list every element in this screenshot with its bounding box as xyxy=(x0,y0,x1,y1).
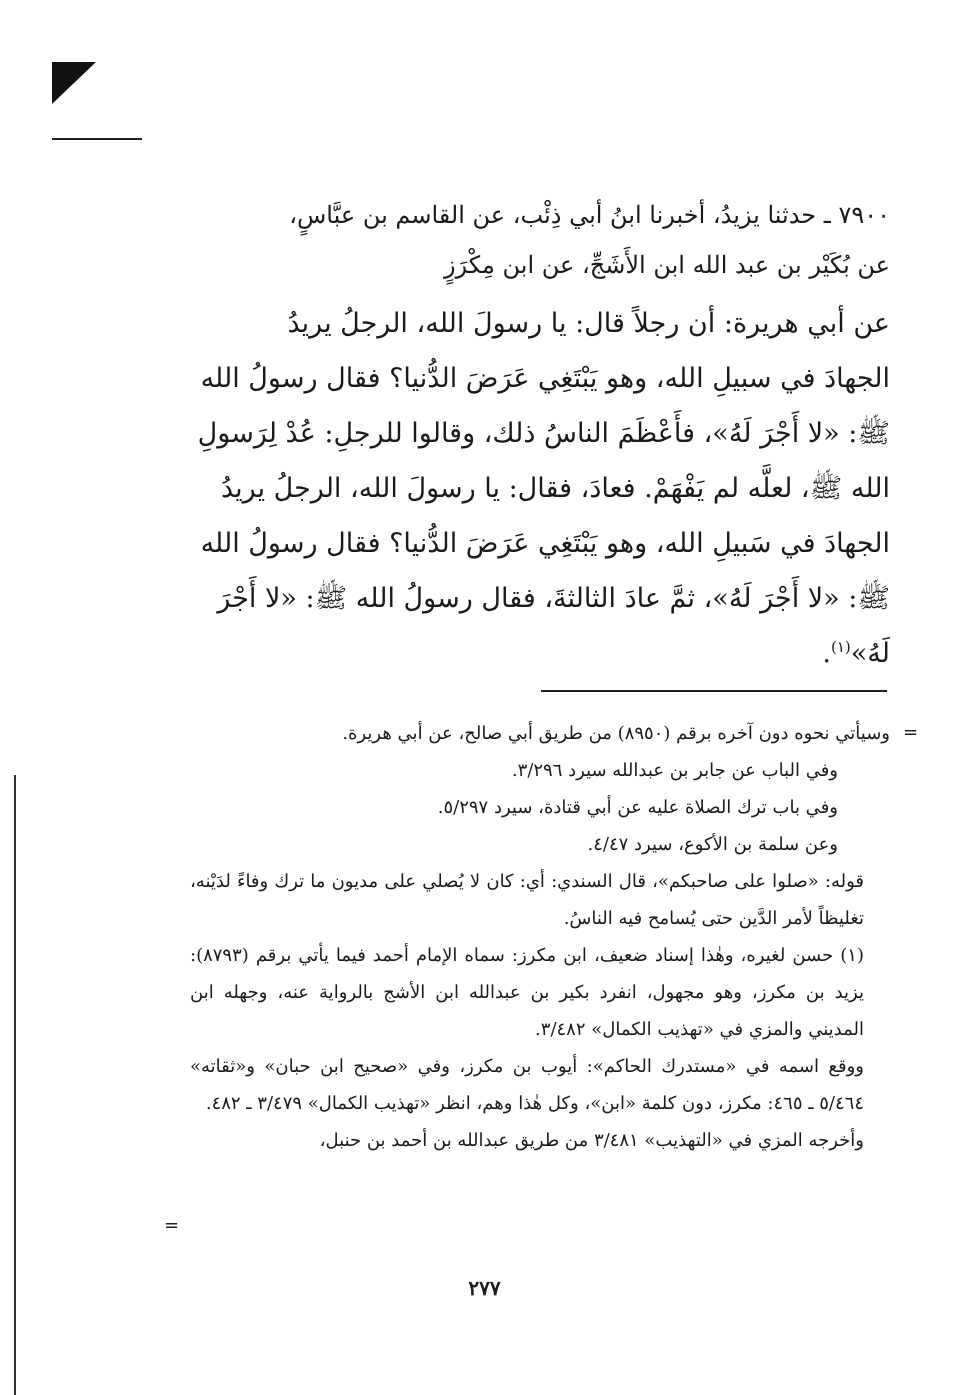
footnote-reference: (١) xyxy=(830,638,851,656)
footnote-separator xyxy=(541,690,887,692)
footnote-paragraph: وسيأتي نحوه دون آخره برقم (٨٩٥٠) من طريق أبي صالح، عن أبي هريرة. xyxy=(342,723,890,744)
final-punctuation: . xyxy=(822,638,831,669)
top-rule xyxy=(52,138,142,140)
footnote-1: (١) حسن لغيره، وهٰذا إسناد ضعيف، ابن مكرز: سماه الإمام أحمد فيما يأتي برقم (٨٧٩٣): يزيد بن مكرز، وهو مجهول، انفرد بكير بن عبدالله ابن الأشج بالرواية عنه، وجهله ابن المديني والمزي في «تهذيب الكمال» ٣/٤٨٢. xyxy=(190,945,864,1040)
matn-line: عن أبي هريرة: أن رجلاً قال: يا رسولَ الله، الرجلُ يريدُ xyxy=(287,308,890,339)
matn-line-end: لَهُ» xyxy=(850,638,890,669)
continued-from-previous-mark: = xyxy=(903,722,919,743)
corner-triangle-mark xyxy=(52,62,96,104)
page-number: ٢٧٧ xyxy=(468,1276,501,1300)
continues-next-page-mark: = xyxy=(164,1215,180,1236)
matn-line: ﷺ: «لا أَجْرَ لَهُ»، ثمَّ عادَ الثالثةَ، فقال رسولُ الله ﷺ: «لا أَجْرَ xyxy=(217,583,890,614)
isnad-line: ٧٩٠٠ ـ حدثنا يزيدُ، أخبرنا ابنُ أبي ذِئْب، عن القاسم بن عبَّاسٍ، xyxy=(289,201,890,229)
matn-line: الله ﷺ، لعلَّه لم يَفْهَمْ. فعادَ، فقال: يا رسولَ الله، الرجلُ يريدُ xyxy=(220,473,890,504)
footnote-paragraph: ووقع اسمه في «مستدرك الحاكم»: أيوب بن مكرز، وفي «صحيح ابن حبان» و«ثقاته» ٥/٤٦٤ ـ ٤٦٥: مكرز، دون كلمة «ابن»، وكل هٰذا وهم، انظر «تهذيب الكمال» ٣/٤٧٩ ـ ٤٨٢. xyxy=(190,1056,864,1114)
hadith-matn xyxy=(190,296,890,681)
matn-line: ﷺ: «لا أَجْرَ لَهُ»، فأَعْظَمَ الناسُ ذلك، وقالوا للرجلِ: عُدْ لِرَسولِ xyxy=(197,418,890,449)
footnote-paragraph: وأخرجه المزي في «التهذيب» ٣/٤٨١ من طريق عبدالله بن أحمد بن حنبل، xyxy=(319,1130,864,1151)
matn-line: الجهادَ في سَبيلِ الله، وهو يَبْتَغِي عَرَضَ الدُّنيا؟ فقال رسولُ الله xyxy=(200,528,890,559)
footnotes-section xyxy=(190,715,890,1159)
matn-line: الجهادَ في سبيلِ الله، وهو يَبْتَغِي عَرَضَ الدُّنيا؟ فقال رسولُ الله xyxy=(200,363,890,394)
footnote-paragraph: قوله: «صلوا على صاحبكم»، قال السندي: أي: كان لا يُصلي على مديون ما ترك وفاءً لدَيْنه، تغليظاً لأمر الدَّين حتى يُسامح فيه الناسُ. xyxy=(190,871,864,929)
isnad-line: عن بُكَيْر بن عبد الله ابن الأَشَجِّ، عن ابن مِكْرَزٍ xyxy=(443,251,890,279)
binding-edge-line xyxy=(14,775,16,1395)
hadith-isnad xyxy=(190,190,890,290)
footnote-paragraph: وفي الباب عن جابر بن عبدالله سيرد ٣/٢٩٦. xyxy=(511,760,838,781)
footnote-paragraph: وفي باب ترك الصلاة عليه عن أبي قتادة، سيرد ٥/٢٩٧. xyxy=(437,797,838,818)
footnote-paragraph: وعن سلمة بن الأكوع، سيرد ٤/٤٧. xyxy=(587,834,838,855)
matn-last-line xyxy=(190,626,890,681)
